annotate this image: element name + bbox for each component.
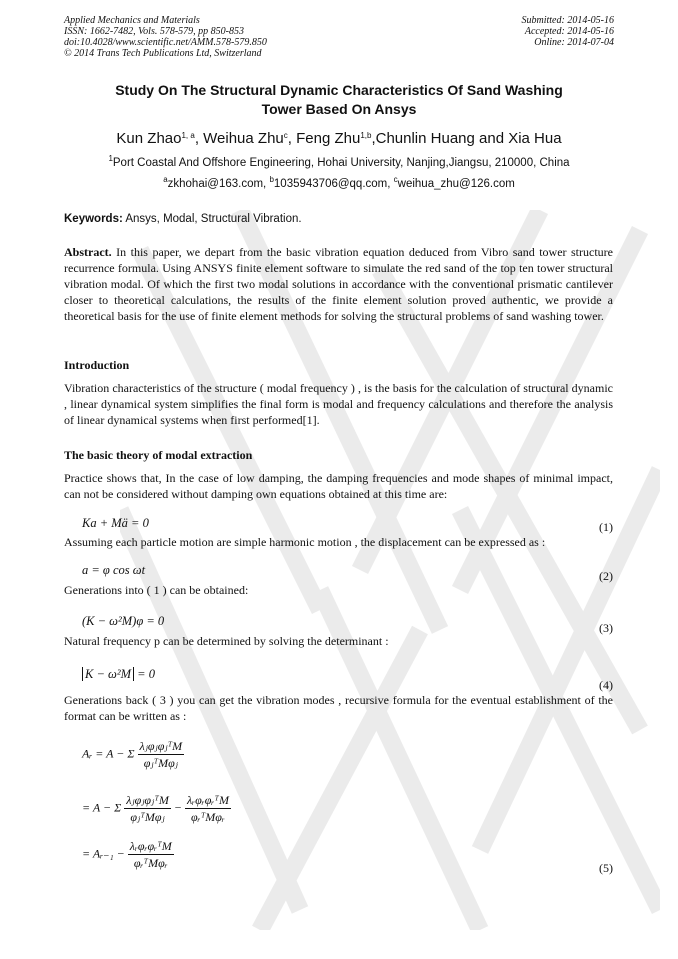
introduction-text: Vibration characteristics of the structure ( modal frequency ) , is the basis for the calculation of structural dynamic , linear dynamical system simplifies the final form is modal and frequency calculations and therefore the analysis of linear dynamical systems when first performed[1]. xyxy=(64,381,613,427)
eq5-num-2: λⱼφⱼφⱼᵀM xyxy=(126,793,169,807)
equation-3: (K − ω²M)φ = 0 xyxy=(82,614,165,628)
theory-heading: The basic theory of modal extraction xyxy=(64,448,253,462)
submitted-date: Submitted: 2014-05-16 xyxy=(521,15,614,26)
journal-doi: doi:10.4028/www.scientific.net/AMM.578-579.850 xyxy=(64,37,267,48)
email-b: 1035943706@qq.com, xyxy=(273,178,394,190)
online-date: Online: 2014-07-04 xyxy=(534,37,614,48)
author-1-sup: 1, a xyxy=(181,131,195,140)
email-c-sup: c xyxy=(393,175,398,184)
eq5-lhs: Aᵣ = A − Σ xyxy=(82,746,135,761)
author-3-sup: 1,b xyxy=(360,131,372,140)
equation-4-determinant: K − ω²M xyxy=(82,667,134,681)
eq5-fraction-4 xyxy=(128,838,174,871)
author-2-sup: c xyxy=(283,131,288,140)
text-after-eq1: Assuming each particle motion are simple harmonic motion , the displacement can be expressed as : xyxy=(64,535,546,549)
eq5-num-1: λⱼφⱼφⱼᵀM xyxy=(139,739,183,753)
equation-4-number: (4) xyxy=(599,678,613,692)
eq5-line-2-lhs: = A − Σ xyxy=(82,800,122,815)
author-1: Kun Zhao xyxy=(116,130,182,147)
author-2: , Weihua Zhu xyxy=(194,130,284,147)
affiliation-sup: 1 xyxy=(108,154,113,163)
theory-text: Practice shows that, In the case of low damping, the damping frequencies and mode shapes of minimal impact, can not be considered without damping own equations obtained at this time are: xyxy=(64,471,613,501)
abstract-label: Abstract. xyxy=(64,245,112,259)
equation-5-line-1 xyxy=(82,738,184,771)
accepted-date: Accepted: 2014-05-16 xyxy=(524,26,614,37)
text-after-eq4: Generations back ( 3 ) you can get the vibration modes , recursive formula for the eventual establishment of the format can be written as : xyxy=(64,693,613,723)
equation-5-line-3 xyxy=(82,838,174,871)
paper-title xyxy=(64,81,614,119)
journal-copyright: © 2014 Trans Tech Publications Ltd, Switzerland xyxy=(64,48,262,59)
email-a: zkhohai@163.com, xyxy=(167,178,270,190)
eq5-num-4: λᵣφᵣφᵣᵀM xyxy=(129,839,172,853)
equation-1: Ka + Mä = 0 xyxy=(82,516,149,530)
eq5-fraction-3 xyxy=(185,792,231,825)
keywords xyxy=(64,212,614,227)
author-3: , Feng Zhu xyxy=(287,130,361,147)
text-after-eq3: Natural frequency p can be determined by solving the determinant : xyxy=(64,634,389,648)
title-line-1: Study On The Structural Dynamic Characteristics Of Sand Washing xyxy=(115,82,563,98)
journal-issn: ISSN: 1662-7482, Vols. 578-579, pp 850-853 xyxy=(64,26,244,37)
dates-header xyxy=(522,15,615,48)
author-4: ,Chunlin Huang and Xia Hua xyxy=(371,130,562,147)
abstract xyxy=(64,244,613,324)
email-b-sup: b xyxy=(269,175,274,184)
eq5-fraction-1 xyxy=(138,738,185,771)
affiliation-text: Port Coastal And Offshore Engineering, Hohai University, Nanjing,Jiangsu, 210000, China xyxy=(112,157,570,169)
equation-4 xyxy=(82,666,155,682)
eq5-num-3: λᵣφᵣφᵣᵀM xyxy=(186,793,229,807)
affiliation xyxy=(64,156,614,171)
author-emails xyxy=(64,177,614,192)
journal-header xyxy=(64,15,267,59)
eq5-den-1: φⱼᵀMφⱼ xyxy=(143,756,178,770)
title-line-2: Tower Based On Ansys xyxy=(261,101,417,117)
introduction-heading: Introduction xyxy=(64,358,130,372)
equation-1-number: (1) xyxy=(599,520,613,534)
author-list xyxy=(64,129,614,149)
eq5-den-4: φᵣᵀMφᵣ xyxy=(133,856,168,870)
eq5-minus: − xyxy=(173,800,185,815)
equation-3-number: (3) xyxy=(599,621,613,635)
equation-2: a = φ cos ωt xyxy=(82,563,146,577)
equation-5-line-2 xyxy=(82,792,231,825)
abstract-text: In this paper, we depart from the basic vibration equation deduced from Vibro sand tower structure recurrence formula. Using ANSYS finite element software to simulate the red sand of the top ten tower structural vibration modal. Of which the first two modal solutions in accordance with the conventional prismatic cantilever closer to theoretical calculations, the results of the finite element solution proved authentic, we provide a theoretical basis for the use of finite element methods for solving the structural problems of sand washing tower. xyxy=(64,245,613,323)
text-after-eq2: Generations into ( 1 ) can be obtained: xyxy=(64,583,249,597)
email-c: weihua_zhu@126.com xyxy=(397,178,515,190)
equation-2-number: (2) xyxy=(599,569,613,583)
equation-5-number: (5) xyxy=(599,861,613,875)
email-a-sup: a xyxy=(163,175,168,184)
equation-4-rhs: = 0 xyxy=(134,667,155,681)
keywords-text: Ansys, Modal, Structural Vibration. xyxy=(122,213,302,225)
eq5-den-3: φᵣᵀMφᵣ xyxy=(191,810,225,824)
eq5-fraction-2 xyxy=(124,792,171,825)
keywords-label: Keywords: xyxy=(64,213,123,225)
journal-name: Applied Mechanics and Materials xyxy=(64,15,200,26)
eq5-den-2: φⱼᵀMφⱼ xyxy=(130,810,165,824)
eq5-line-3-lhs: = Aᵣ₋₁ − xyxy=(82,846,128,861)
